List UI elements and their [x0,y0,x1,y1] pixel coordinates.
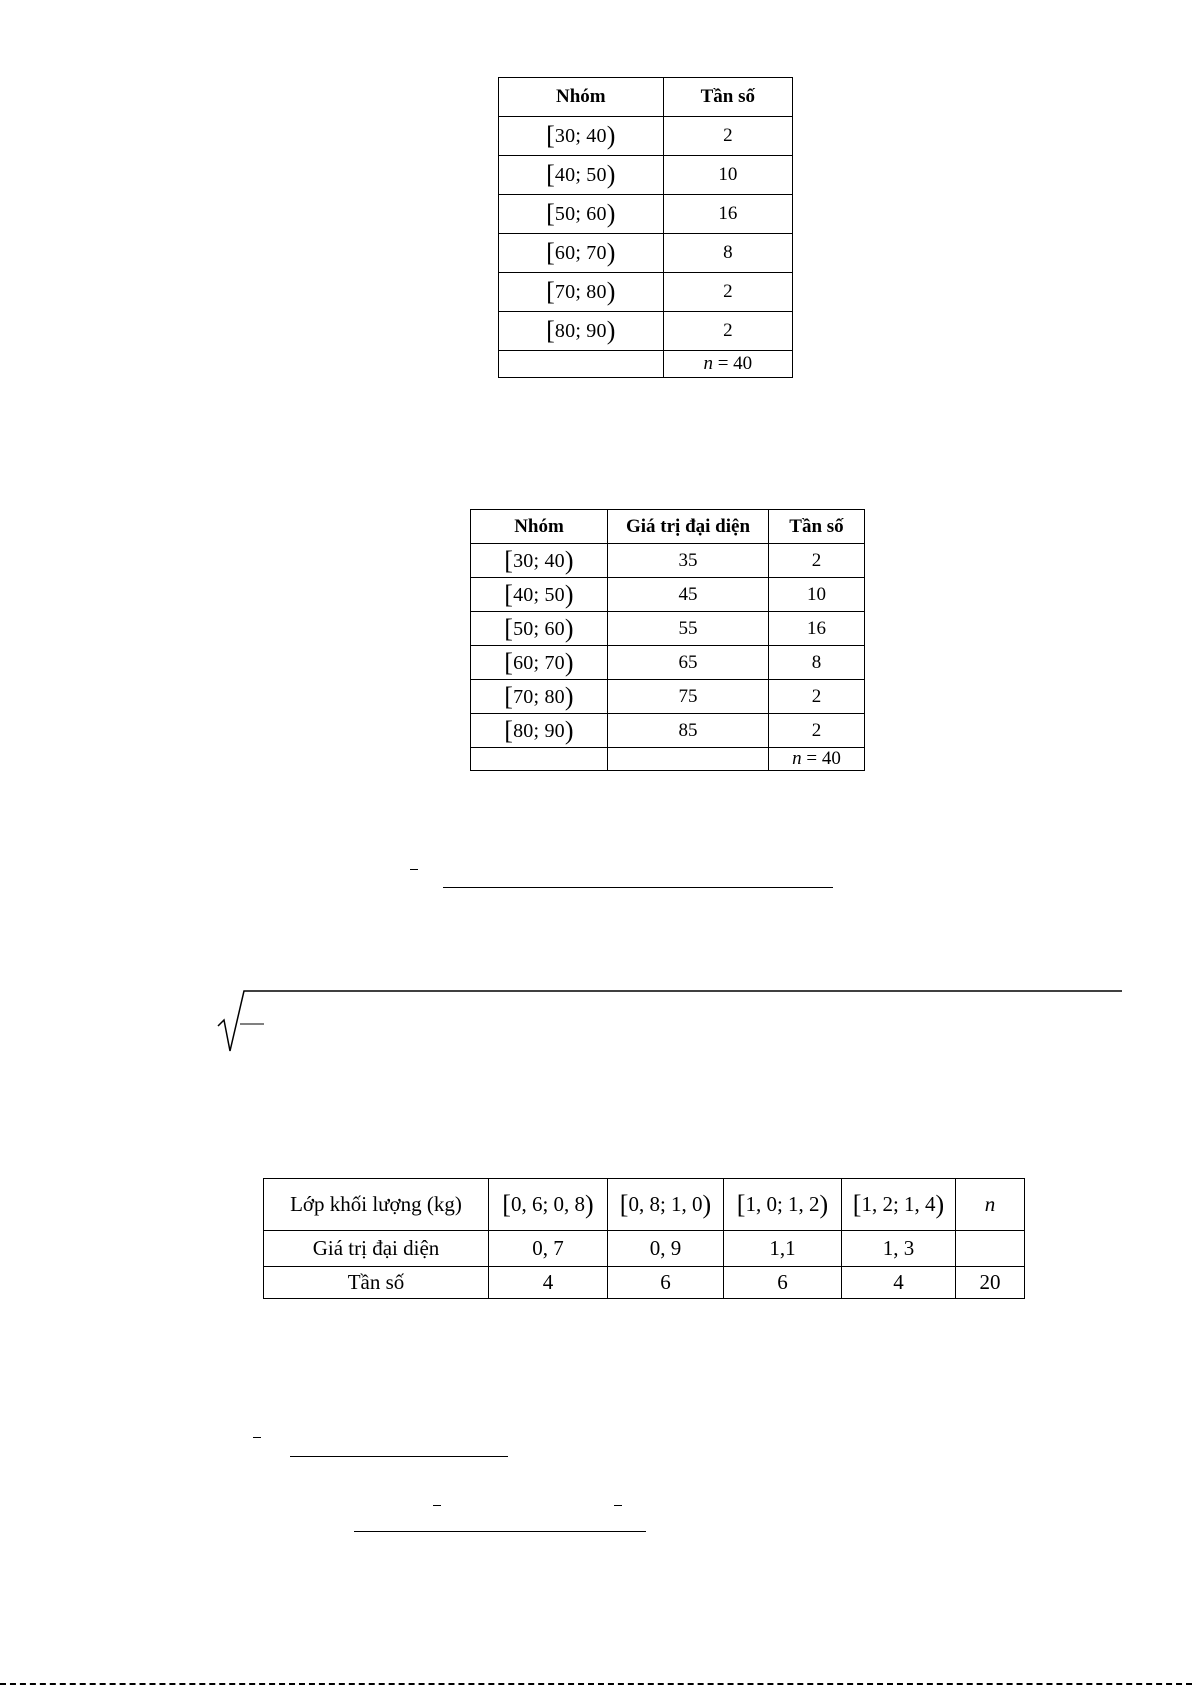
mean-bar [253,1437,261,1438]
empty-cell [608,748,769,771]
interval-lo: 40 [554,164,576,186]
representative-cell: 65 [608,646,769,680]
table-row: [80; 90) 85 2 [471,714,865,748]
n-header: n [956,1179,1025,1231]
interval-lo: 70 [554,281,576,303]
table-row: Lớp khối lượng (kg) [0, 6; 0, 8) [0, 8; 1, 0) [1, 0; 1, 2) [1, 2; 1, 4) n [264,1179,1025,1231]
interval-lo: 80 [513,719,534,742]
header-group: Nhóm [499,78,664,117]
representative-cell: 55 [608,612,769,646]
table-row: [70; 80) 75 2 [471,680,865,714]
frequency-cell: 10 [769,578,865,612]
total-var: n [703,353,713,374]
frequency-cell: 2 [769,680,865,714]
table-total-row [499,351,793,378]
interval-lo: 60 [513,651,534,674]
representative-cell: 75 [608,680,769,714]
fraction-bar [290,1456,508,1457]
interval-hi: 40 [586,125,607,147]
mean-bar [433,1505,441,1506]
frequency-cell: 16 [769,612,865,646]
header-representative: Giá trị đại diện [608,510,769,544]
table-row: [30; 40) 35 2 [471,544,865,578]
interval-hi: 80 [586,281,607,303]
representative-cell: 85 [608,714,769,748]
interval-hi: 1, 2 [788,1191,820,1216]
table-row: [60; 70) 8 [499,234,793,273]
frequency-cell: 4 [842,1267,956,1299]
interval-lo: 50 [554,203,576,225]
frequency-cell: 16 [663,195,792,234]
interval-lo: 1, 0 [745,1191,777,1216]
interval-hi: 50 [544,583,565,606]
interval-hi: 90 [586,320,607,342]
header-frequency: Tần số [663,78,792,117]
interval-lo: 80 [554,320,576,342]
frequency-cell: 8 [663,234,792,273]
representative-cell: 0, 7 [489,1231,608,1267]
interval-lo: 1, 2 [861,1191,893,1216]
frequency-cell: 2 [663,312,792,351]
interval-hi: 60 [586,203,607,225]
table-row [264,1267,1025,1299]
mean-bar [410,869,418,870]
interval-lo: 0, 8 [628,1191,660,1216]
representative-cell: 0, 9 [608,1231,724,1267]
representative-cell: 45 [608,578,769,612]
empty-cell [471,748,608,771]
empty-cell [956,1231,1025,1267]
interval-lo: 70 [513,685,534,708]
interval-hi: 80 [544,685,565,708]
representative-cell: 1,1 [724,1231,842,1267]
interval-lo: 0, 6 [510,1191,543,1216]
interval-lo: 30 [513,549,534,572]
table-row: [80; 90) 2 [499,312,793,351]
interval-hi: 50 [586,164,607,186]
table-row [264,1231,1025,1267]
interval-lo: 60 [554,242,576,264]
total-cell [769,748,865,771]
frequency-cell: 2 [663,273,792,312]
table-row: [40; 50) 10 [499,156,793,195]
total-eq: = 40 [712,353,753,374]
interval-lo: 30 [554,125,576,147]
table-row: [40; 50) 45 10 [471,578,865,612]
table-row: [30; 40) 2 [499,117,793,156]
interval-lo: 40 [513,583,534,606]
table-row: [50; 60) 16 [499,195,793,234]
interval-hi: 60 [544,617,565,640]
total-var: n [792,748,802,769]
frequency-cell: 2 [663,117,792,156]
interval-lo: 50 [513,617,534,640]
fraction-bar [443,887,833,888]
interval-hi: 1, 0 [671,1191,703,1216]
frequency-cell: 10 [663,156,792,195]
frequency-table-2 [470,509,865,771]
table-row: [50; 60) 55 16 [471,612,865,646]
sqrt-symbol [216,983,1126,1053]
interval-hi: 70 [544,651,565,674]
interval-hi: 1, 4 [904,1191,936,1216]
interval-hi: 40 [544,549,565,572]
mass-class-table [263,1178,1025,1299]
empty-cell [499,351,664,378]
representative-cell: 35 [608,544,769,578]
mean-bar [614,1505,622,1506]
frequency-cell: 2 [769,714,865,748]
row-label: Tần số [264,1267,489,1299]
frequency-cell: 6 [608,1267,724,1299]
frequency-cell: 2 [769,544,865,578]
frequency-cell: 4 [489,1267,608,1299]
header-frequency: Tần số [769,510,865,544]
interval-hi: 0, 8 [553,1191,586,1216]
total-eq: = 40 [801,748,841,769]
frequency-cell: 6 [724,1267,842,1299]
fraction-bar [354,1531,646,1532]
total-cell [663,351,792,378]
frequency-table-1 [498,77,793,378]
row-label: Lớp khối lượng (kg) [264,1179,489,1231]
interval-hi: 70 [586,242,607,264]
interval-hi: 90 [544,719,565,742]
total-cell: 20 [956,1267,1025,1299]
header-group: Nhóm [471,510,608,544]
representative-cell: 1, 3 [842,1231,956,1267]
table-total-row [471,748,865,771]
table-row: [60; 70) 65 8 [471,646,865,680]
frequency-cell: 8 [769,646,865,680]
table-row: [70; 80) 2 [499,273,793,312]
row-label: Giá trị đại diện [264,1231,489,1267]
